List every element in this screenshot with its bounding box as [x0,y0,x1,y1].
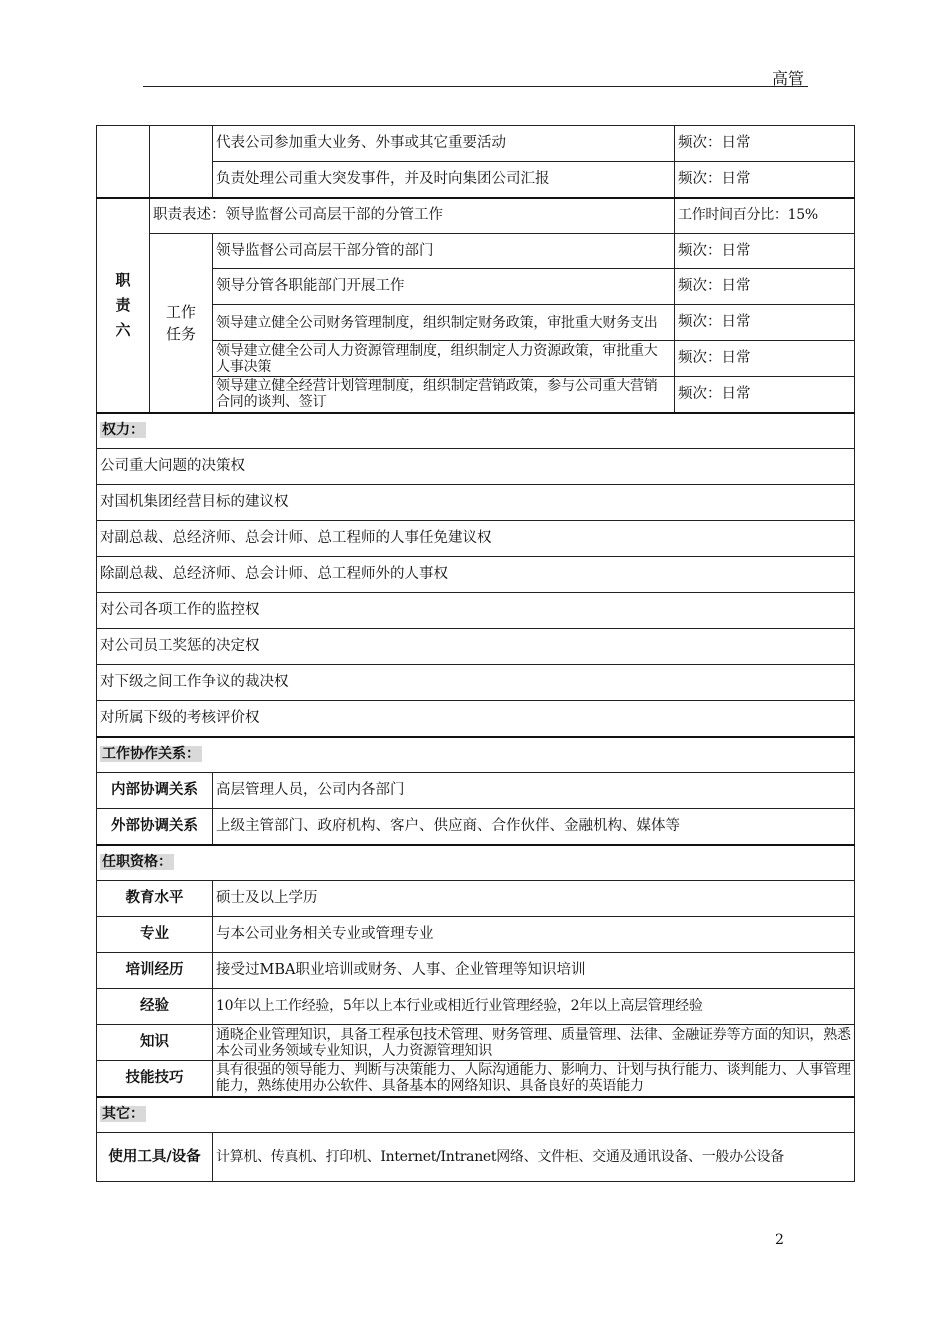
other-row [97,1133,855,1182]
task-text: 领导建立健全公司财务管理制度，组织制定财务政策，审批重大财务支出 [213,305,675,341]
duty6-statement: 职责表述：领导监督公司高层干部的分管工作 [150,198,675,234]
duty-text: 负责处理公司重大突发事件，并及时向集团公司汇报 [213,162,675,198]
qualification-row [97,953,855,989]
cooperation-row [97,809,855,845]
authority-item: 公司重大问题的决策权 [97,449,855,485]
duty6-statement-row [97,198,855,234]
qualification-section-header [97,845,855,881]
task-frequency: 频次：日常 [675,377,855,413]
job-description-table [96,125,855,1182]
authority-section-header [97,413,855,449]
authority-item: 对公司各项工作的监控权 [97,593,855,629]
qualification-label: 教育水平 [97,881,213,917]
qualification-label: 知识 [97,1025,213,1061]
qualification-row [97,1025,855,1061]
other-label: 使用工具/设备 [97,1133,213,1182]
task-text: 领导建立健全公司人力资源管理制度，组织制定人力资源政策，审批重大人事决策 [213,341,675,377]
duty-label-cell [97,126,150,198]
authority-item: 除副总裁、总经济师、总会计师、总工程师外的人事权 [97,557,855,593]
other-section-header [97,1097,855,1133]
qualification-row [97,1061,855,1097]
task-text: 领导监督公司高层干部分管的部门 [213,234,675,269]
qualification-value: 硕士及以上学历 [213,881,855,917]
task-row [97,234,855,269]
qualification-label: 培训经历 [97,953,213,989]
authority-item: 对国机集团经营目标的建议权 [97,485,855,521]
other-title: 其它： [102,1106,144,1123]
qualification-value: 10年以上工作经验，5年以上本行业或相近行业管理经验，2年以上高层管理经验 [213,989,855,1025]
duty-text: 代表公司参加重大业务、外事或其它重要活动 [213,126,675,162]
qualification-label: 经验 [97,989,213,1025]
authority-item: 对下级之间工作争议的裁决权 [97,665,855,701]
duty-row [97,126,855,162]
task-label: 工作 任务 [150,234,213,413]
cooperation-value: 高层管理人员，公司内各部门 [213,773,855,809]
cooperation-value: 上级主管部门、政府机构、客户、供应商、合作伙伴、金融机构、媒体等 [213,809,855,845]
qualification-value: 接受过MBA职业培训或财务、人事、企业管理等知识培训 [213,953,855,989]
other-value: 计算机、传真机、打印机、Internet/Intranet网络、文件柜、交通及通讯设备、一般办公设备 [213,1133,855,1182]
qualification-value: 与本公司业务相关专业或管理专业 [213,917,855,953]
qualification-row [97,989,855,1025]
authority-title: 权力： [102,422,144,439]
authority-item: 对副总裁、总经济师、总会计师、总工程师的人事任免建议权 [97,521,855,557]
task-frequency: 频次：日常 [675,341,855,377]
authority-item: 对公司员工奖惩的决定权 [97,629,855,665]
duty6-label: 职 责 六 [97,198,150,413]
task-text: 领导建立健全经营计划管理制度，组织制定营销政策，参与公司重大营销合同的谈判、签订 [213,377,675,413]
duty6-time-percent: 工作时间百分比：15% [675,198,855,234]
qualification-value: 通晓企业管理知识，具备工程承包技术管理、财务管理、质量管理、法律、金融证券等方面的知识，熟悉本公司业务领域专业知识，人力资源管理知识 [213,1025,855,1061]
qualification-row [97,917,855,953]
qualification-row [97,881,855,917]
qualification-title: 任职资格： [102,854,172,871]
page-header [143,64,808,87]
duty-frequency: 频次：日常 [675,162,855,198]
duty-frequency: 频次：日常 [675,126,855,162]
cooperation-row [97,773,855,809]
cooperation-label: 外部协调关系 [97,809,213,845]
page-number: 2 [775,1232,784,1248]
task-frequency: 频次：日常 [675,305,855,341]
task-text: 领导分管各职能部门开展工作 [213,269,675,305]
qualification-value: 具有很强的领导能力、判断与决策能力、人际沟通能力、影响力、计划与执行能力、谈判能力、人事管理能力，熟练使用办公软件、具备基本的网络知识、具备良好的英语能力 [213,1061,855,1097]
header-title: 高管 [771,69,804,88]
authority-item: 对所属下级的考核评价权 [97,701,855,737]
duty-task-label-cell [150,126,213,198]
cooperation-title: 工作协作关系： [102,746,200,763]
cooperation-section-header [97,737,855,773]
task-frequency: 频次：日常 [675,234,855,269]
cooperation-label: 内部协调关系 [97,773,213,809]
qualification-label: 技能技巧 [97,1061,213,1097]
qualification-label: 专业 [97,917,213,953]
task-frequency: 频次：日常 [675,269,855,305]
